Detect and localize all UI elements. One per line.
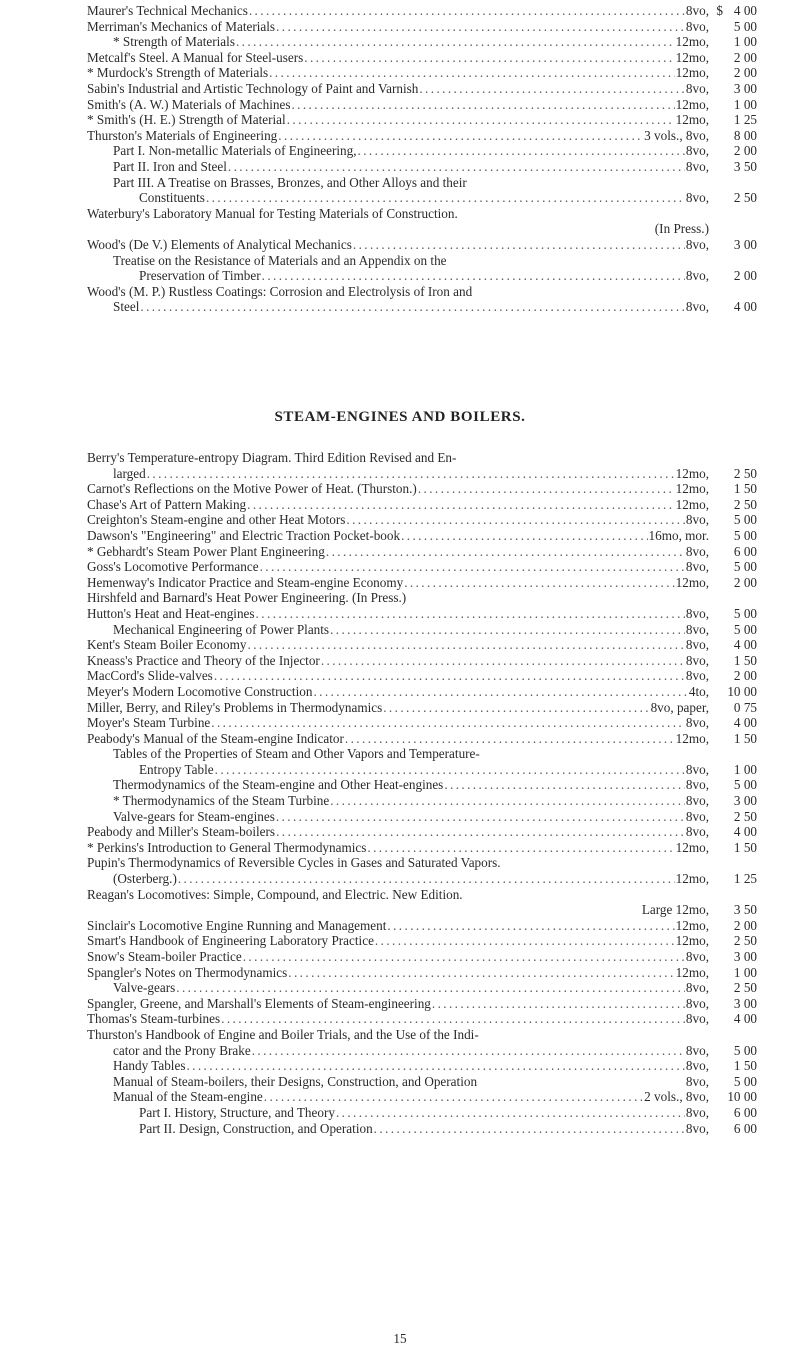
entry-format: 12mo, xyxy=(675,65,709,81)
catalog-entry xyxy=(87,175,757,191)
catalog-entry xyxy=(87,949,757,965)
entry-format: 8vo, xyxy=(685,268,709,284)
entry-format: 12mo, xyxy=(675,496,709,512)
entry-title: Creighton's Steam-engine and other Heat Motors xyxy=(87,512,346,528)
entry-format: 8vo, xyxy=(685,761,709,777)
entry-price: 3 00 xyxy=(733,236,757,252)
entry-title: Manual of the Steam-engine xyxy=(113,1089,263,1105)
entry-title: Part III. A Treatise on Brasses, Bronzes, and Other Alloys and their xyxy=(113,174,467,190)
dot-leader xyxy=(353,237,685,253)
dot-leader xyxy=(228,159,685,175)
entry-price: 5 00 xyxy=(733,777,757,793)
entry-format: 2 vols., 8vo, xyxy=(644,1089,709,1105)
page-number: 15 xyxy=(393,1331,407,1346)
entry-title: Thermodynamics of the Steam-engine and Other Heat-engines xyxy=(113,777,444,793)
entry-title: Part I. History, Structure, and Theory xyxy=(139,1104,335,1120)
entry-price: 6 00 xyxy=(733,1104,757,1120)
entry-price: 2 50 xyxy=(733,980,757,996)
entry-price: 5 00 xyxy=(733,527,757,543)
entry-title: Smart's Handbook of Engineering Laboratory Practice xyxy=(87,933,374,949)
catalog-entry xyxy=(87,653,757,669)
entry-title: Kent's Steam Boiler Economy xyxy=(87,637,247,653)
dot-leader xyxy=(256,606,685,622)
dot-leader xyxy=(206,190,685,206)
dot-leader xyxy=(262,268,685,284)
entry-price: 4 00 xyxy=(733,824,757,840)
dot-leader xyxy=(276,809,685,825)
entry-price: 4 00 xyxy=(733,3,757,18)
entry-price: 2 00 xyxy=(733,268,757,284)
entry-format: 8vo, xyxy=(685,543,709,559)
entry-price: 3 00 xyxy=(733,80,757,96)
entry-format: 12mo, xyxy=(675,112,709,128)
dot-leader xyxy=(367,840,674,856)
catalog-entry xyxy=(87,159,757,175)
dot-leader xyxy=(336,1105,685,1121)
entry-title: Meyer's Modern Locomotive Construction xyxy=(87,683,313,699)
entry-format: 8vo, xyxy=(685,299,709,315)
dot-leader xyxy=(287,112,675,128)
dot-leader xyxy=(375,933,675,949)
catalog-entry xyxy=(87,1121,757,1137)
catalog-entry xyxy=(87,1011,757,1027)
catalog-entry xyxy=(87,3,757,19)
entry-format: 12mo, xyxy=(675,96,709,112)
entry-price: 4 00 xyxy=(733,299,757,315)
entry-price: 1 00 xyxy=(733,96,757,112)
entry-title: Smith's (A. W.) Materials of Machines xyxy=(87,96,291,112)
entry-title: * Murdock's Strength of Materials xyxy=(87,65,269,81)
entry-format: 8vo, xyxy=(685,777,709,793)
dot-leader xyxy=(236,34,675,50)
entry-price: 1 00 xyxy=(733,761,757,777)
entry-format: 8vo, xyxy=(685,824,709,840)
catalog-entry xyxy=(87,559,757,575)
entry-price: 4 00 xyxy=(733,1011,757,1027)
catalog-entry xyxy=(87,637,757,653)
entry-title: * Strength of Materials xyxy=(113,34,235,50)
entry-title: * Smith's (H. E.) Strength of Material xyxy=(87,112,286,128)
entry-format: 12mo, xyxy=(675,933,709,949)
entry-format: 8vo, xyxy=(685,1120,709,1136)
dot-leader xyxy=(264,1089,643,1105)
dot-leader xyxy=(330,622,685,638)
entry-title: Moyer's Steam Turbine xyxy=(87,715,211,731)
dot-leader xyxy=(383,700,649,716)
catalog-entry xyxy=(87,668,757,684)
entry-title: Preservation of Timber xyxy=(139,268,261,284)
catalog-entry xyxy=(87,606,757,622)
dot-leader xyxy=(243,949,685,965)
catalog-entry xyxy=(87,544,757,560)
entry-price: 1 50 xyxy=(733,839,757,855)
entry-price: 2 50 xyxy=(733,190,757,206)
dot-leader xyxy=(252,1043,685,1059)
entry-title: Hemenway's Indicator Practice and Steam-engine Economy xyxy=(87,574,404,590)
entry-title: Carnot's Reflections on the Motive Power of Heat. (Thurston.) xyxy=(87,481,417,497)
entry-title: Peabody and Miller's Steam-boilers xyxy=(87,824,276,840)
entry-title: Thomas's Steam-turbines xyxy=(87,1011,221,1027)
entry-price: 5 00 xyxy=(733,1042,757,1058)
catalog-entry xyxy=(87,715,757,731)
entry-title: Valve-gears for Steam-engines xyxy=(113,808,275,824)
entry-price: 1 25 xyxy=(733,871,757,887)
catalog-entry xyxy=(87,855,757,871)
catalog-entry xyxy=(87,128,757,144)
entry-price: 5 00 xyxy=(733,1073,757,1089)
entry-title: Wood's (M. P.) Rustless Coatings: Corrosion and Electrolysis of Iron and xyxy=(87,283,473,299)
dot-leader xyxy=(248,637,685,653)
entry-format: 8vo, xyxy=(685,1042,709,1058)
catalog-entry xyxy=(87,1027,757,1043)
catalog-entry xyxy=(87,497,757,513)
entry-price: 2 50 xyxy=(733,465,757,481)
entry-format: 8vo, xyxy=(685,980,709,996)
entry-format: 12mo, xyxy=(675,839,709,855)
entry-title: Berry's Temperature-entropy Diagram. Third Edition Revised and En- xyxy=(87,450,457,465)
entry-title: Valve-gears xyxy=(113,980,176,996)
catalog-entry xyxy=(87,965,757,981)
entry-format: 8vo, xyxy=(685,668,709,684)
dot-leader xyxy=(313,684,687,700)
entry-title: Snow's Steam-boiler Practice xyxy=(87,949,242,964)
catalog-entry xyxy=(87,1058,757,1074)
entry-title: Reagan's Locomotives: Simple, Compound, and Electric. New Edition. xyxy=(87,886,463,902)
entry-title: (Osterberg.) xyxy=(113,871,177,887)
catalog-entry xyxy=(87,1074,757,1090)
entry-format: 8vo, xyxy=(685,80,709,96)
catalog-entry xyxy=(87,980,757,996)
entry-title: Handy Tables xyxy=(113,1058,186,1074)
entry-price: 10 00 xyxy=(727,1089,757,1105)
entry-title: Part I. Non-metallic Materials of Engineering, xyxy=(113,143,357,159)
dot-leader xyxy=(214,668,685,684)
entry-format: 8vo, xyxy=(685,715,709,731)
dot-leader xyxy=(215,762,685,778)
dot-leader xyxy=(418,481,675,497)
catalog-entry xyxy=(87,887,757,903)
dot-leader xyxy=(321,653,685,669)
entry-price: 2 00 xyxy=(733,65,757,81)
entry-price: 2 50 xyxy=(733,496,757,512)
entry-format: 8vo, xyxy=(685,512,709,528)
dot-leader xyxy=(330,793,685,809)
entry-format: 8vo, paper, xyxy=(650,699,709,715)
dollar-sign: $ xyxy=(716,3,723,18)
entry-title: Steel xyxy=(113,299,140,315)
dot-leader xyxy=(249,3,685,19)
catalog-entry xyxy=(87,528,757,544)
entry-format: 12mo, xyxy=(675,465,709,481)
dot-leader xyxy=(269,65,675,81)
entry-format: 8vo, xyxy=(685,1104,709,1120)
entry-note: Large 12mo, xyxy=(641,902,709,918)
entry-price: 1 25 xyxy=(733,112,757,128)
entry-format: 8vo, xyxy=(685,949,709,964)
catalog-entry xyxy=(87,268,757,284)
entry-title: Part II. Design, Construction, and Operation xyxy=(139,1120,373,1136)
entry-price: 3 50 xyxy=(733,158,757,174)
catalog-entry xyxy=(87,809,757,825)
dot-leader xyxy=(247,497,675,513)
entry-title: Chase's Art of Pattern Making xyxy=(87,496,247,512)
catalog-entry xyxy=(87,237,757,253)
entry-format: 12mo, xyxy=(675,34,709,50)
entry-format: 4to, xyxy=(688,683,709,699)
entry-format: 12mo, xyxy=(675,917,709,933)
catalog-entry xyxy=(87,206,757,222)
dot-leader xyxy=(176,980,685,996)
dot-leader xyxy=(211,715,685,731)
catalog-entry xyxy=(87,299,757,315)
dot-leader xyxy=(404,575,674,591)
catalog-entry xyxy=(87,190,757,206)
catalog-entry xyxy=(87,97,757,113)
entry-price: 1 00 xyxy=(733,964,757,980)
entry-format: 8vo, xyxy=(685,995,709,1011)
catalog-entry xyxy=(87,466,757,482)
entry-title: Maurer's Technical Mechanics xyxy=(87,3,248,18)
dot-leader xyxy=(186,1058,684,1074)
catalog-entry xyxy=(87,777,757,793)
entry-price: 2 00 xyxy=(733,574,757,590)
entry-format: 8vo, xyxy=(685,637,709,653)
catalog-entry xyxy=(87,793,757,809)
dot-leader xyxy=(304,50,674,66)
entry-title: Tables of the Properties of Steam and Other Vapors and Temperature- xyxy=(113,746,480,762)
catalog-section-steam-engines xyxy=(87,450,757,1136)
entry-price: 10 00 xyxy=(727,683,757,699)
catalog-entry xyxy=(87,918,757,934)
entry-price: 1 50 xyxy=(733,730,757,746)
entry-title: Thurston's Handbook of Engine and Boiler Trials, and the Use of the Indi- xyxy=(87,1026,479,1042)
entry-price: 4 00 xyxy=(733,637,757,653)
entry-price: 0 75 xyxy=(733,699,757,715)
dot-leader xyxy=(147,466,675,482)
entry-price: 2 50 xyxy=(733,808,757,824)
entry-format: 8vo, xyxy=(685,18,709,34)
entry-price: 1 00 xyxy=(733,34,757,50)
entry-price: 8 00 xyxy=(733,127,757,143)
entry-title: Dawson's "Engineering" and Electric Traction Pocket-book xyxy=(87,527,401,543)
dot-leader xyxy=(221,1011,685,1027)
entry-title: Thurston's Materials of Engineering xyxy=(87,127,278,143)
entry-price: 5 00 xyxy=(733,605,757,621)
catalog-entry xyxy=(87,112,757,128)
catalog-entry xyxy=(87,512,757,528)
catalog-entry xyxy=(87,824,757,840)
catalog-entry xyxy=(87,622,757,638)
catalog-entry xyxy=(87,762,757,778)
entry-title: Entropy Table xyxy=(139,761,214,777)
entry-format: 8vo, xyxy=(685,190,709,206)
catalog-section-materials xyxy=(87,3,757,315)
entry-price: 2 00 xyxy=(733,668,757,684)
entry-title: Metcalf's Steel. A Manual for Steel-users xyxy=(87,49,304,65)
dot-leader xyxy=(345,731,675,747)
entry-title: Kneass's Practice and Theory of the Injector xyxy=(87,652,320,668)
entry-title: Waterbury's Laboratory Manual for Testing Materials of Construction. xyxy=(87,205,458,221)
entry-title: Treatise on the Resistance of Materials and an Appendix on the xyxy=(113,252,447,268)
catalog-entry xyxy=(87,1089,757,1105)
catalog-entry xyxy=(87,19,757,35)
catalog-entry xyxy=(87,575,757,591)
dot-leader xyxy=(401,528,647,544)
entry-format: 12mo, xyxy=(675,871,709,887)
dot-leader xyxy=(387,918,674,934)
catalog-entry xyxy=(87,65,757,81)
entry-price: 2 00 xyxy=(733,917,757,933)
entry-title: * Perkins's Introduction to General Thermodynamics xyxy=(87,839,367,855)
catalog-entry xyxy=(87,871,757,887)
entry-format: 8vo, xyxy=(685,559,709,575)
entry-title: Sabin's Industrial and Artistic Technology of Paint and Varnish xyxy=(87,80,419,96)
entry-format: 16mo, mor. xyxy=(648,527,709,543)
entry-price: 5 00 xyxy=(733,18,757,34)
entry-title: Spangler's Notes on Thermodynamics xyxy=(87,964,288,980)
entry-format: 12mo, xyxy=(675,49,709,65)
entry-format: 3 vols., 8vo, xyxy=(644,127,709,143)
dot-leader xyxy=(140,299,685,315)
entry-price: 2 50 xyxy=(733,933,757,949)
entry-title: Miller, Berry, and Riley's Problems in Thermodynamics xyxy=(87,699,383,715)
entry-format: 12mo, xyxy=(675,964,709,980)
entry-price: 6 00 xyxy=(733,543,757,559)
dot-leader xyxy=(419,81,685,97)
catalog-entry xyxy=(87,684,757,700)
dot-leader xyxy=(276,824,685,840)
catalog-entry xyxy=(87,284,757,300)
entry-price: 4 00 xyxy=(733,715,757,731)
entry-format: 8vo, xyxy=(685,621,709,637)
dot-leader xyxy=(346,512,685,528)
dot-leader xyxy=(276,19,685,35)
catalog-entry xyxy=(87,840,757,856)
entry-title: Pupin's Thermodynamics of Reversible Cycles in Gases and Saturated Vapors. xyxy=(87,855,501,871)
catalog-entry xyxy=(87,34,757,50)
entry-price: 3 00 xyxy=(733,995,757,1011)
entry-format: 8vo, xyxy=(685,3,709,18)
entry-format: 8vo, xyxy=(685,1058,709,1074)
catalog-entry xyxy=(87,996,757,1012)
entry-format: 8vo, xyxy=(685,1073,709,1089)
entry-title: Goss's Locomotive Performance xyxy=(87,559,259,575)
entry-title: Spangler, Greene, and Marshall's Elements of Steam-engineering xyxy=(87,995,431,1011)
dot-leader xyxy=(444,777,685,793)
catalog-entry xyxy=(87,143,757,159)
dot-leader xyxy=(432,996,685,1012)
catalog-entry xyxy=(87,731,757,747)
entry-title: Part II. Iron and Steel xyxy=(113,158,227,174)
entry-format: 12mo, xyxy=(675,481,709,497)
catalog-entry xyxy=(87,700,757,716)
catalog-entry xyxy=(87,933,757,949)
entry-title: * Gebhardt's Steam Power Plant Engineering xyxy=(87,543,325,559)
entry-title: Peabody's Manual of the Steam-engine Indicator xyxy=(87,730,344,746)
entry-format: 8vo, xyxy=(685,808,709,824)
entry-format: 12mo, xyxy=(675,730,709,746)
catalog-entry xyxy=(87,1043,757,1059)
section-heading: STEAM-ENGINES AND BOILERS. xyxy=(274,409,526,425)
entry-price: 3 00 xyxy=(733,793,757,809)
entry-price: 1 50 xyxy=(733,481,757,497)
entry-price: 1 50 xyxy=(733,1058,757,1074)
dot-leader xyxy=(358,143,685,159)
entry-format: 8vo, xyxy=(685,793,709,809)
entry-title: Hutton's Heat and Heat-engines xyxy=(87,605,255,621)
entry-format: 8vo, xyxy=(685,143,709,159)
entry-price: 1 50 xyxy=(733,652,757,668)
entry-price: 2 00 xyxy=(733,49,757,65)
catalog-entry xyxy=(87,481,757,497)
entry-title: cator and the Prony Brake xyxy=(113,1042,251,1058)
dot-leader xyxy=(178,871,675,887)
dot-leader xyxy=(278,128,643,144)
entry-price: 3 50 xyxy=(733,902,757,918)
dot-leader xyxy=(374,1121,685,1137)
entry-title: Sinclair's Locomotive Engine Running and Management xyxy=(87,917,387,933)
entry-format: 8vo, xyxy=(685,236,709,252)
entry-title: Hirshfeld and Barnard's Heat Power Engineering. (In Press.) xyxy=(87,590,407,606)
entry-title: Merriman's Mechanics of Materials xyxy=(87,18,276,34)
entry-format: 8vo, xyxy=(685,605,709,621)
dot-leader xyxy=(260,559,685,575)
catalog-entry xyxy=(87,50,757,66)
catalog-entry xyxy=(87,221,757,237)
entry-note: (In Press.) xyxy=(654,221,709,237)
dot-leader xyxy=(291,97,674,113)
catalog-entry xyxy=(87,746,757,762)
entry-title: * Thermodynamics of the Steam Turbine xyxy=(113,793,330,809)
catalog-entry xyxy=(87,902,757,918)
entry-price: 5 00 xyxy=(733,512,757,528)
entry-title: Constituents xyxy=(139,190,205,206)
entry-title: MacCord's Slide-valves xyxy=(87,668,213,684)
dot-leader xyxy=(288,965,674,981)
entry-price: 2 00 xyxy=(733,143,757,159)
entry-format: 8vo, xyxy=(685,158,709,174)
dot-leader xyxy=(326,544,685,560)
entry-format: 8vo, xyxy=(685,652,709,668)
catalog-entry xyxy=(87,450,757,466)
entry-price: 5 00 xyxy=(733,559,757,575)
entry-price: 6 00 xyxy=(733,1120,757,1136)
entry-price: 3 00 xyxy=(733,949,757,964)
entry-title: larged xyxy=(113,465,146,481)
entry-format: 12mo, xyxy=(675,574,709,590)
entry-price: 5 00 xyxy=(733,621,757,637)
catalog-entry xyxy=(87,590,757,606)
catalog-entry xyxy=(87,1105,757,1121)
entry-title: Wood's (De V.) Elements of Analytical Mechanics xyxy=(87,236,352,252)
catalog-entry xyxy=(87,81,757,97)
entry-title: Mechanical Engineering of Power Plants xyxy=(113,621,330,637)
catalog-entry xyxy=(87,253,757,269)
entry-format: 8vo, xyxy=(685,1011,709,1027)
entry-title: Manual of Steam-boilers, their Designs, Construction, and Operation xyxy=(113,1073,478,1089)
